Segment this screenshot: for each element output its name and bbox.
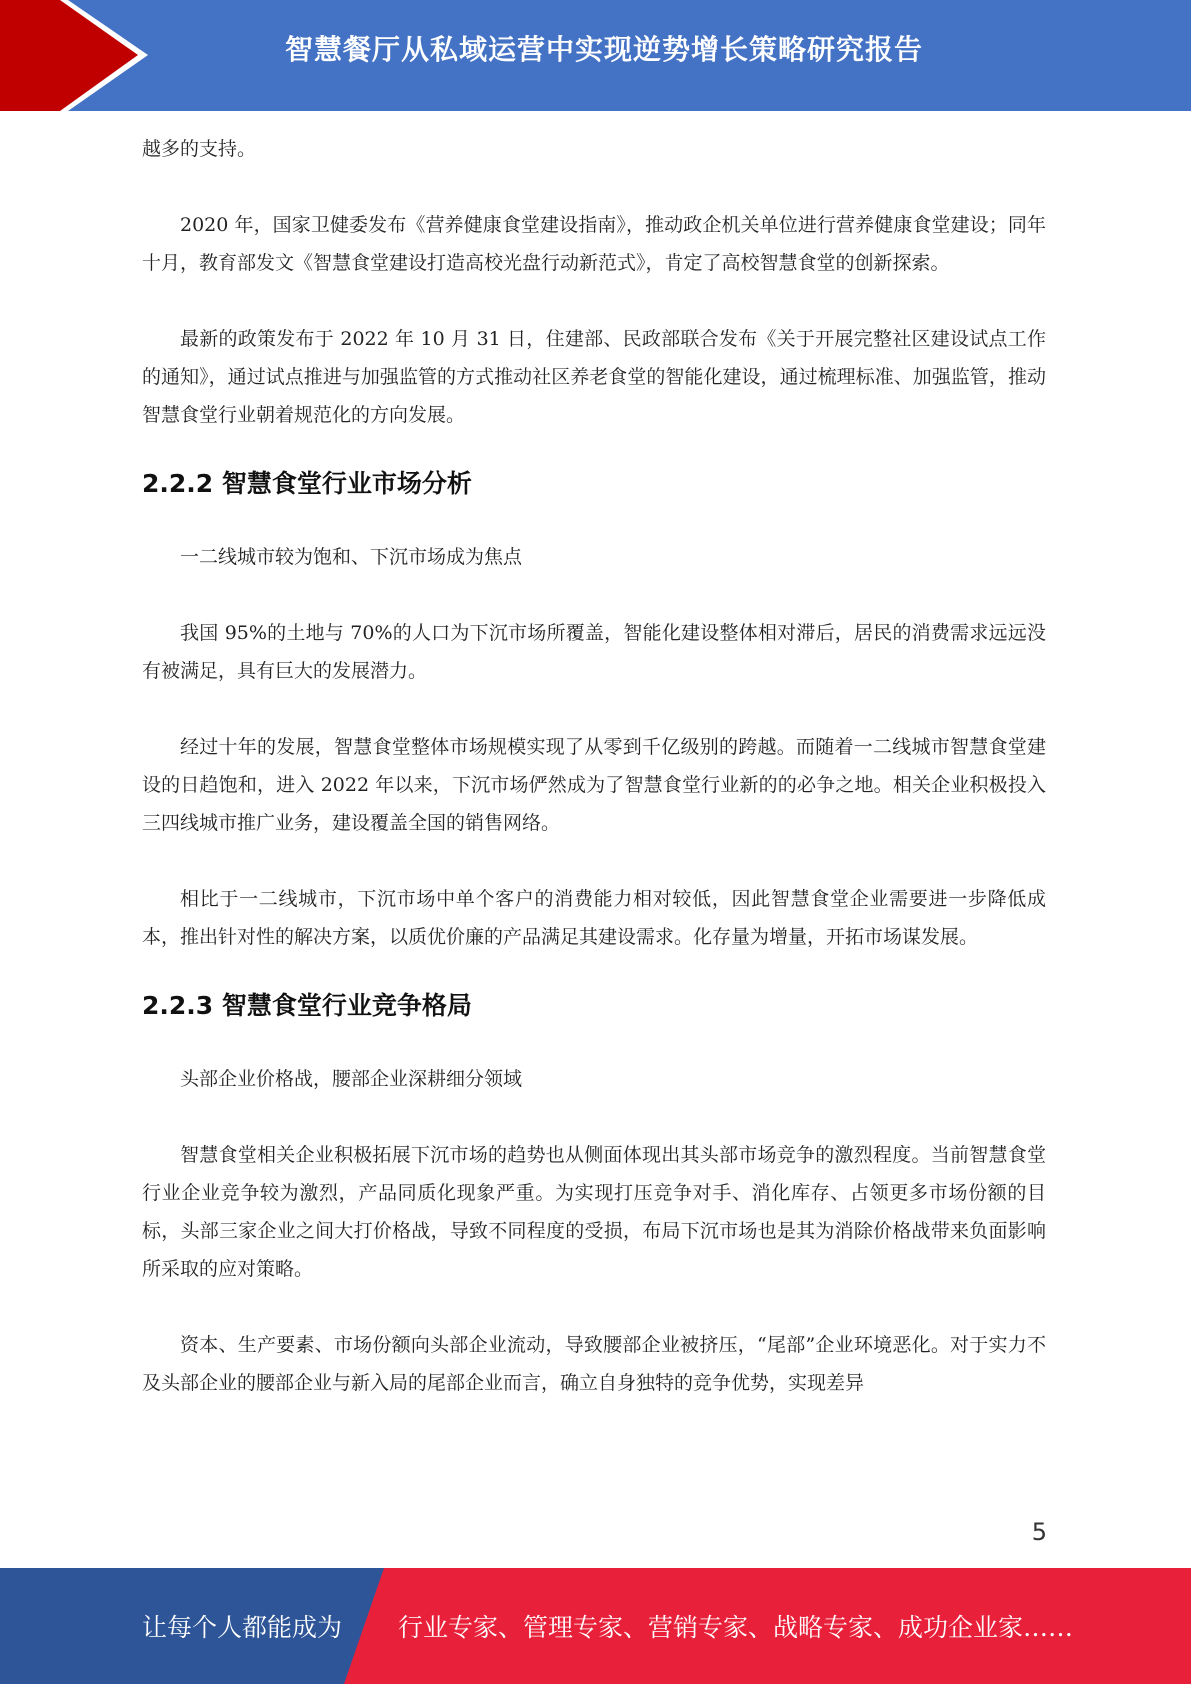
header-arrow-decoration bbox=[0, 0, 160, 111]
paragraph-ten-year-development: 经过十年的发展，智慧食堂整体市场规模实现了从零到千亿级别的跨越。而随着一二线城市智慧食堂建设的日趋饱和，进入 2022 年以来，下沉市场俨然成为了智慧食堂行业新的的必争之地。相关企业积极投入三四线城市推广业务，建设覆盖全国的销售网络。 bbox=[142, 736, 1046, 834]
footer-slogan-left: 让每个人都能成为 bbox=[142, 1613, 343, 1642]
section-heading-2-2-2: 2.2.2 智慧食堂行业市场分析 bbox=[142, 469, 472, 498]
paragraph-price-war: 智慧食堂相关企业积极拓展下沉市场的趋势也从侧面体现出其头部市场竞争的激烈程度。当前智慧食堂行业企业竞争较为激烈，产品同质化现象严重。为实现打压竞争对手、消化库存、占领更多市场份额的目标，头部三家企业之间大打价格战，导致不同程度的受损，布局下沉市场也是其为消除价格战带来负面影响所采取的应对策略。 bbox=[142, 1144, 1046, 1280]
subheading-competition: 头部企业价格战，腰部企业深耕细分领域 bbox=[180, 1068, 523, 1090]
page-footer bbox=[0, 1568, 1191, 1684]
page-header bbox=[0, 0, 1191, 111]
paragraph-capital-flow: 资本、生产要素、市场份额向头部企业流动，导致腰部企业被挤压，“尾部”企业环境恶化。对于实力不及头部企业的腰部企业与新入局的尾部企业而言，确立自身独特的竞争优势，实现差异 bbox=[142, 1334, 1046, 1394]
subheading-market-focus: 一二线城市较为饱和、下沉市场成为焦点 bbox=[180, 546, 523, 568]
page-number: 5 bbox=[1031, 1518, 1047, 1546]
section-heading-2-2-3: 2.2.3 智慧食堂行业竞争格局 bbox=[142, 991, 472, 1020]
footer-slogan-right: 行业专家、管理专家、营销专家、战略专家、成功企业家…… bbox=[398, 1613, 1074, 1642]
paragraph-latest-policy: 最新的政策发布于 2022 年 10 月 31 日，住建部、民政部联合发布《关于开展完整社区建设试点工作的通知》，通过试点推进与加强监管的方式推动社区养老食堂的智能化建设，通过梳理标准、加强监管，推动智慧食堂行业朝着规范化的方向发展。 bbox=[142, 328, 1046, 426]
document-body bbox=[142, 130, 1046, 1402]
paragraph-2020-policy: 2020 年，国家卫健委发布《营养健康食堂建设指南》，推动政企机关单位进行营养健康食堂建设；同年十月，教育部发文《智慧食堂建设打造高校光盘行动新范式》，肯定了高校智慧食堂的创新探索。 bbox=[142, 214, 1046, 274]
paragraph-continuation: 越多的支持。 bbox=[142, 138, 257, 160]
paragraph-sinking-market: 我国 95%的土地与 70%的人口为下沉市场所覆盖，智能化建设整体相对滞后，居民的消费需求远远没有被满足，具有巨大的发展潜力。 bbox=[142, 622, 1046, 682]
paragraph-cost-reduction: 相比于一二线城市，下沉市场中单个客户的消费能力相对较低，因此智慧食堂企业需要进一步降低成本，推出针对性的解决方案，以质优价廉的产品满足其建设需求。化存量为增量，开拓市场谋发展。 bbox=[142, 888, 1046, 948]
report-title: 智慧餐厅从私域运营中实现逆势增长策略研究报告 bbox=[285, 33, 924, 66]
